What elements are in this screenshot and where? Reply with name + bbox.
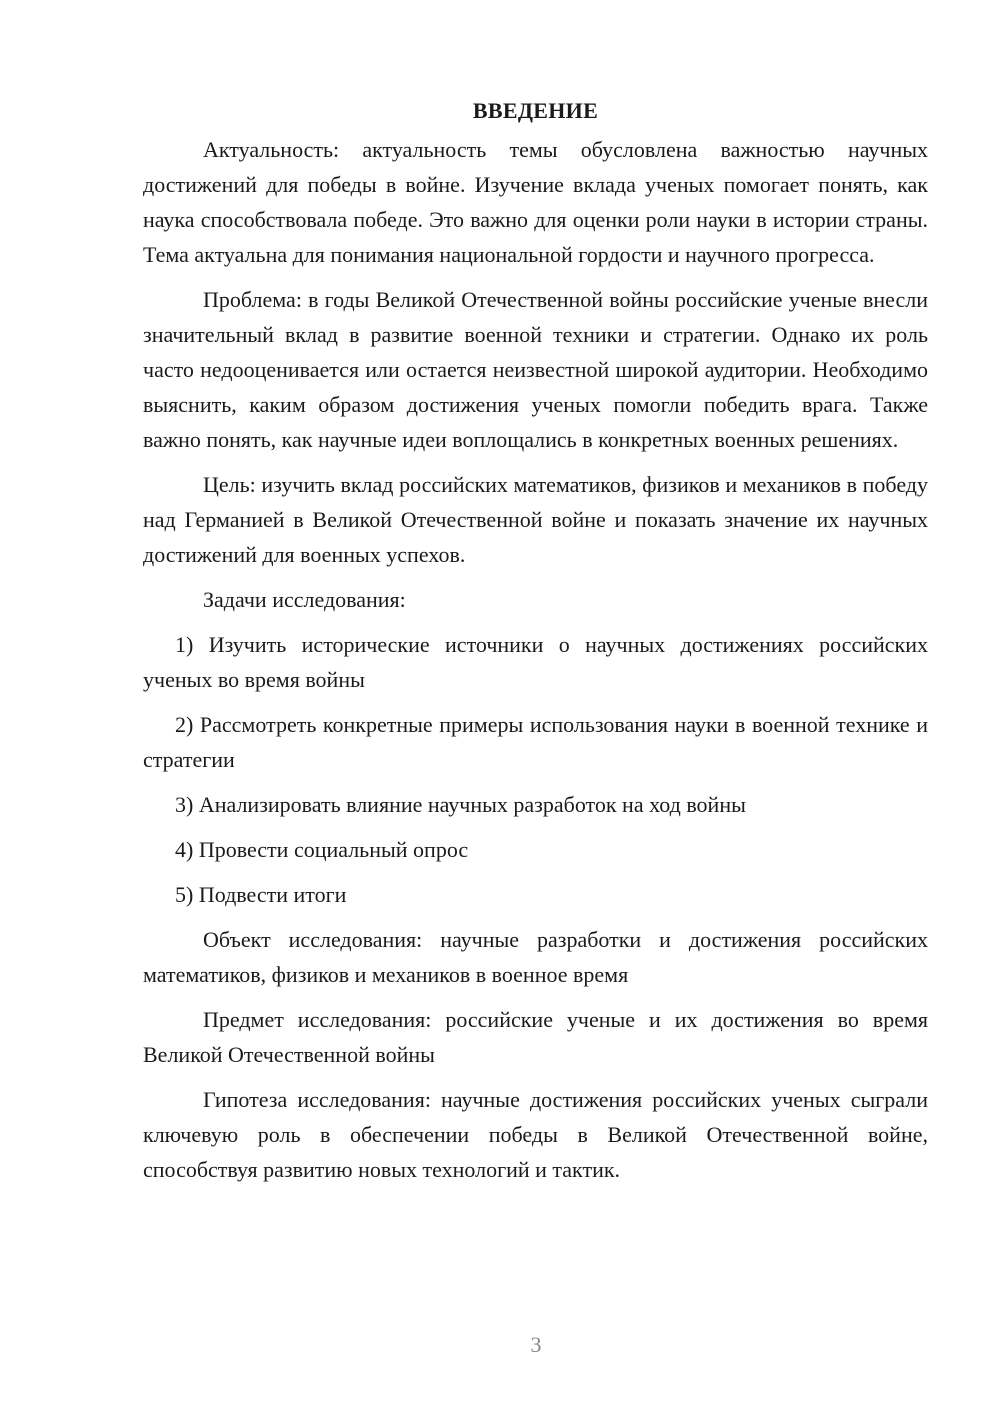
page-number: 3	[530, 1332, 542, 1357]
paragraph-subject: Предмет исследования: российские ученые и их достижения во время Великой Отечественной войны	[143, 1007, 928, 1067]
task-item-3: 3) Анализировать влияние научных разработок на ход войны	[175, 792, 746, 817]
document-body	[143, 96, 928, 1197]
task-item-1: 1) Изучить исторические источники о научных достижениях российских ученых во время войны	[143, 632, 928, 692]
task-item-5: 5) Подвести итоги	[175, 882, 347, 907]
task-item-2: 2) Рассмотреть конкретные примеры использования науки в военной технике и стратегии	[143, 712, 928, 772]
task-item-4: 4) Провести социальный опрос	[175, 837, 469, 862]
paragraph-hypothesis: Гипотеза исследования: научные достижения российских ученых сыграли ключевую роль в обеспечении победы в Великой Отечественной войне, способствуя развитию новых технологий и тактик.	[143, 1087, 928, 1182]
paragraph-object: Объект исследования: научные разработки и достижения российских математиков, физиков и механиков в военное время	[143, 927, 928, 987]
paragraph-goal: Цель: изучить вклад российских математиков, физиков и механиков в победу над Германией в Великой Отечественной войне и показать значение их научных достижений для военных успехов.	[143, 472, 928, 567]
paragraph-problem: Проблема: в годы Великой Отечественной войны российские ученые внесли значительный вклад в развитие военной техники и стратегии. Однако их роль часто недооценивается или остается неизвестной широкой аудитории. Необходимо выяснить, каким образом достижения ученых помогли победить врага. Также важно понять, как научные идеи воплощались в конкретных военных решениях.	[143, 287, 928, 452]
tasks-heading: Задачи исследования:	[203, 587, 406, 612]
paragraph-relevance: Актуальность: актуальность темы обусловлена важностью научных достижений для победы в войне. Изучение вклада ученых помогает понять, как наука способствовала победе. Это важно для оценки роли науки в истории страны. Тема актуальна для понимания национальной гордости и научного прогресса.	[143, 137, 928, 267]
page-title: ВВЕДЕНИЕ	[472, 98, 599, 123]
